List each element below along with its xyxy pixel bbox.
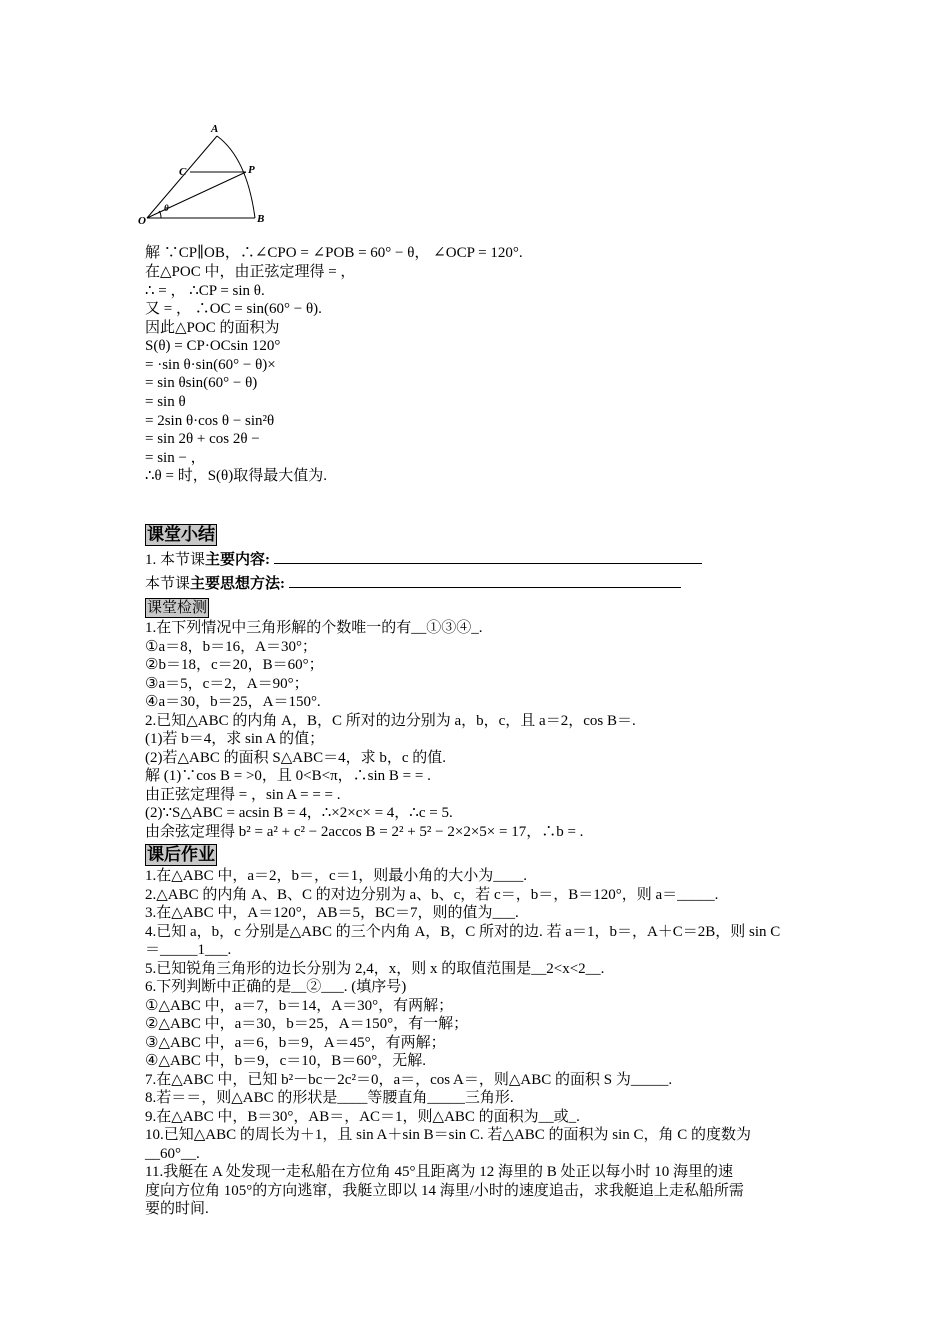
solution-line: = sin 2θ + cos 2θ − — [145, 431, 260, 447]
solution-line: = sin θ — [145, 394, 186, 410]
homework-line: ＝_____1___. — [145, 942, 232, 958]
check-line: ②b＝18，c＝20，B＝60°； — [145, 657, 324, 673]
summary-line-content — [145, 549, 702, 569]
solution-line: = ·sin θ·sin(60° − θ)× — [145, 357, 276, 373]
solution-line: 在△POC 中，由正弦定理得 = ， — [145, 264, 356, 280]
summary-blank[interactable] — [274, 549, 702, 564]
solution-line: = sin − ， — [145, 450, 206, 466]
homework-line: 10.已知△ABC 的周长为＋1，且 sin A＋sin B＝sin C. 若△ABC 的面积为 sin C，角 C 的度数为 — [145, 1127, 752, 1143]
homework-heading: 课后作业 — [147, 845, 215, 864]
homework-line: 4.已知 a，b，c 分别是△ABC 的三个内角 A，B，C 所对的边. 若 a＝1，b＝，A＋C＝2B，则 sin C — [145, 924, 781, 940]
homework-line: 8.若＝＝，则△ABC 的形状是____等腰直角_____三角形. — [145, 1090, 514, 1106]
summary-heading: 课堂小结 — [147, 525, 215, 544]
label-b: B — [257, 213, 265, 225]
homework-line: ③△ABC 中，a＝6，b＝9，A＝45°，有两解； — [145, 1035, 446, 1051]
check-line: 由正弦定理得 = ，sin A = = = . — [145, 787, 341, 803]
homework-line: 要的时间. — [145, 1201, 209, 1217]
homework-line: 5.已知锐角三角形的边长分别为 2,4，x，则 x 的取值范围是__2<x<2__. — [145, 961, 605, 977]
homework-line: 2.△ABC 的内角 A、B、C 的对边分别为 a、b、c，若 c＝，b＝，B＝120°，则 a＝_____. — [145, 887, 719, 903]
solution-line: 因此△POC 的面积为 — [145, 320, 280, 336]
homework-line: 3.在△ABC 中，A＝120°，AB＝5，BC＝7，则的值为___. — [145, 905, 519, 921]
label-o: O — [138, 215, 146, 227]
method-blank[interactable] — [289, 573, 681, 588]
summary-label: 主要内容: — [205, 552, 271, 568]
check-line: (2)若△ABC 的面积 S△ABC＝4，求 b，c 的值. — [145, 750, 446, 766]
label-c: C — [179, 166, 187, 178]
check-line: 2.已知△ABC 的内角 A，B，C 所对的边分别为 a，b，c，且 a＝2，cos B＝. — [145, 713, 636, 729]
solution-line: ∴ = ， ∴CP = sin θ. — [145, 283, 265, 299]
summary-line-method — [145, 573, 681, 593]
check-heading: 课堂检测 — [147, 600, 208, 616]
check-line: 由余弦定理得 b² = a² + c² − 2accos B = 2² + 5² − 2×2×5× = 17，∴b = . — [145, 824, 584, 840]
method-prefix: 本节课 — [145, 576, 191, 592]
check-line: ④a＝30，b＝25，A＝150°. — [145, 694, 321, 710]
summary-prefix: 1. 本节课 — [145, 552, 206, 568]
homework-line: __60°__. — [145, 1146, 200, 1162]
sector-diagram — [135, 118, 285, 233]
check-line: ③a＝5，c＝2，A＝90°； — [145, 676, 309, 692]
homework-line: 7.在△ABC 中，已知 b²－bc－2c²＝0，a＝，cos A＝，则△ABC 的面积 S 为_____. — [145, 1072, 673, 1088]
check-line: 1.在下列情况中三角形解的个数唯一的有__①③④_. — [145, 620, 483, 636]
label-p: P — [248, 164, 255, 176]
solution-line: ∴θ = 时，S(θ)取得最大值为. — [145, 468, 327, 484]
check-line: (1)若 b＝4，求 sin A 的值； — [145, 731, 325, 747]
check-line: (2)∵S△ABC = acsin B = 4，∴×2×c× = 4，∴c = 5. — [145, 805, 453, 821]
solution-line: = sin θsin(60° − θ) — [145, 375, 258, 391]
segment-op — [147, 172, 246, 218]
label-theta: θ — [164, 203, 169, 213]
label-a: A — [211, 123, 219, 135]
homework-line: 度向方位角 105°的方向逃窜，我艇立即以 14 海里/小时的速度追击，求我艇追上走私船所需 — [145, 1183, 744, 1199]
solution-line: 解 ∵CP∥OB，∴∠CPO = ∠POB = 60° − θ， ∠OCP = 120°. — [145, 245, 523, 261]
homework-line: 6.下列判断中正确的是__②___. (填序号) — [145, 979, 407, 995]
solution-line: 又 = ， ∴OC = sin(60° − θ). — [145, 301, 322, 317]
check-line: ①a＝8，b＝16，A＝30°； — [145, 639, 317, 655]
method-label: 主要思想方法: — [190, 576, 286, 592]
homework-line: ①△ABC 中，a＝7，b＝14，A＝30°，有两解； — [145, 998, 454, 1014]
solution-line: S(θ) = CP·OCsin 120° — [145, 338, 281, 354]
solution-line: = 2sin θ·cos θ − sin²θ — [145, 413, 275, 429]
check-line: 解 (1)∵cos B = >0，且 0<B<π，∴sin B = = . — [145, 768, 431, 784]
homework-line: 11.我艇在 A 处发现一走私船在方位角 45°且距离为 12 海里的 B 处正以每小时 10 海里的速 — [145, 1164, 733, 1180]
homework-line: 9.在△ABC 中，B＝30°，AB＝，AC＝1，则△ABC 的面积为__或_. — [145, 1109, 580, 1125]
homework-line: ④△ABC 中，b＝9，c＝10，B＝60°，无解. — [145, 1053, 426, 1069]
homework-line: ②△ABC 中，a＝30，b＝25，A＝150°，有一解； — [145, 1016, 469, 1032]
homework-line: 1.在△ABC 中，a＝2，b＝，c＝1，则最小角的大小为____. — [145, 868, 527, 884]
